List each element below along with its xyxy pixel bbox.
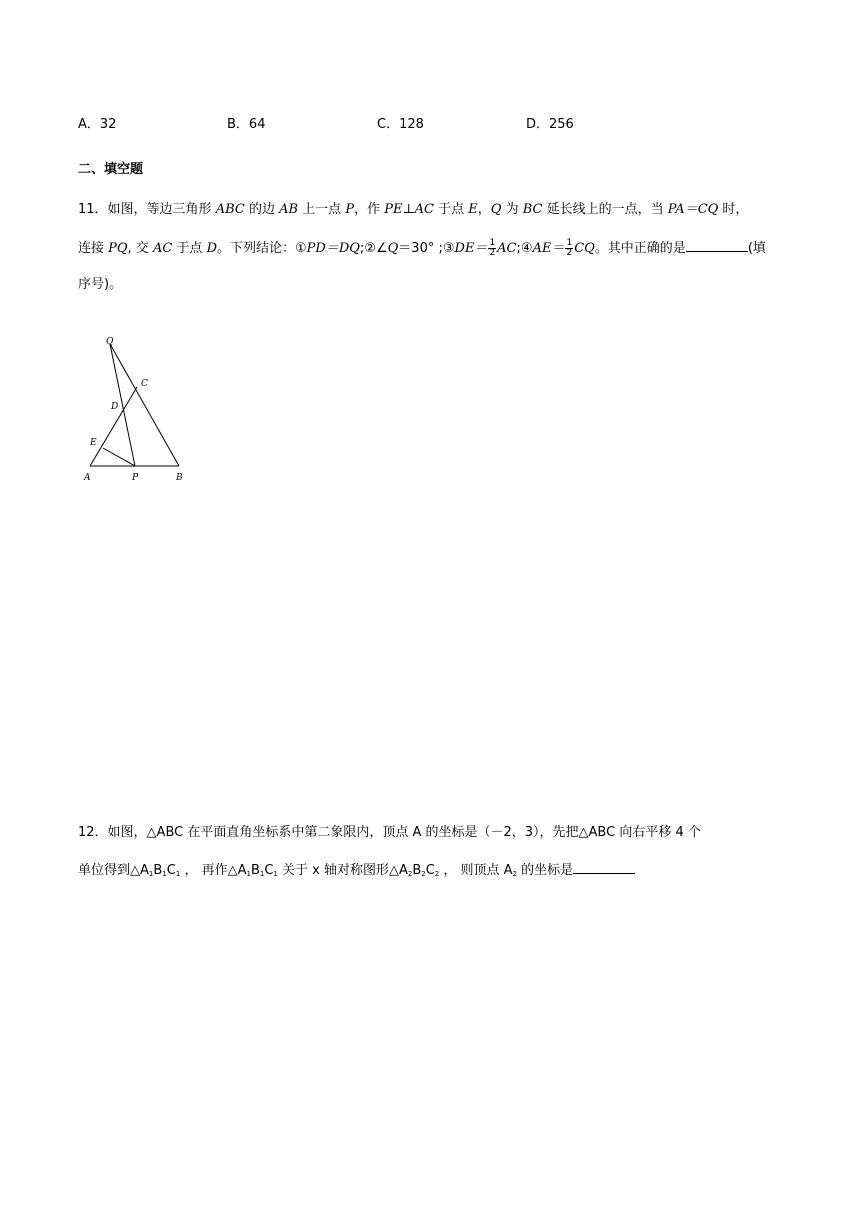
- label-c: C: [141, 379, 148, 389]
- label-d: D: [111, 402, 119, 412]
- option-c: C．128: [377, 117, 424, 132]
- segment-bq: [110, 344, 179, 466]
- option-b: B．64: [227, 117, 266, 132]
- fraction-half: $\frac{1}{2}$: [489, 238, 496, 258]
- q12-line-2: 单位得到$\triangle A_1B_1C_1$ ， 再作$\triangle A_1B_1C_1$ 关于 x 轴对称图形$\triangle A_2B_2C_2$ ， 则顶点 $A_2$ 的坐标是: [78, 860, 635, 884]
- section-title: 二、填空题: [78, 162, 144, 177]
- q11-line-1: 11．如图，等边三角形 ABC 的边 AB 上一点 P，作 PE⊥AC 于点 E，Q 为 BC 延长线上的一点，当 PA＝CQ 时，: [78, 202, 749, 217]
- label-e: E: [90, 438, 97, 448]
- segment-pe: [103, 448, 135, 466]
- q11-line-3: 序号)。: [78, 277, 123, 292]
- answer-blank-q11[interactable]: [686, 238, 748, 252]
- label-a: A: [84, 473, 91, 483]
- label-b: B: [176, 473, 183, 483]
- label-p: P: [132, 473, 139, 483]
- option-a: A．32: [78, 117, 117, 132]
- triangle-figure: [78, 332, 198, 492]
- option-d: D．256: [526, 117, 574, 132]
- q11-line-2: 连接 PQ, 交 AC 于点 D。下列结论：①PD＝DQ;②∠Q＝30° ;③DE＝ $\frac{1}{2}$ AC;④AE＝ $\frac{1}{2}$ CQ。其中正确的是 (填: [78, 238, 766, 258]
- fraction-half-2: $\frac{1}{2}$: [566, 238, 573, 258]
- answer-blank-q12[interactable]: [573, 860, 635, 874]
- q12-line-1: 12．如图，△ABC 在平面直角坐标系中第二象限内，顶点 A 的坐标是（－2，3），先把△ABC 向右平移 4 个: [78, 825, 701, 840]
- label-q: Q: [106, 337, 114, 347]
